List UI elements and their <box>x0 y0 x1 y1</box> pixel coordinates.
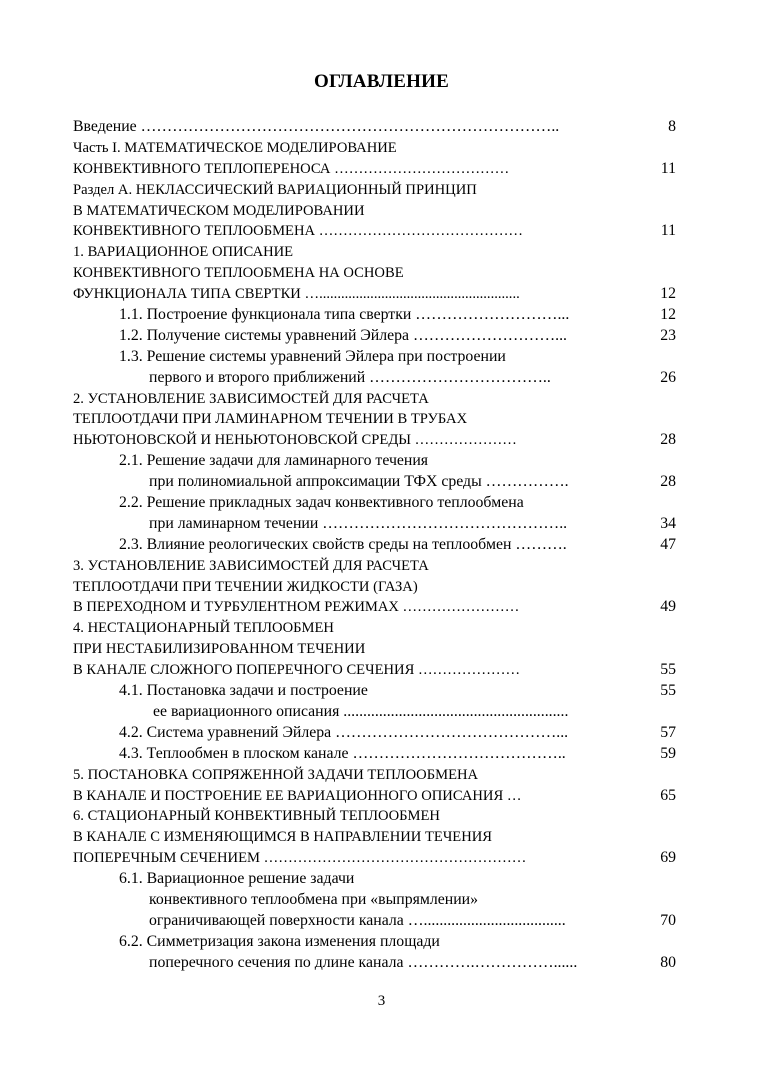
toc-entry-text: ее вариационного описания ......................................................... <box>153 702 569 720</box>
toc-entry-text: 4.2. Система уравнений Эйлера ……………………………………... <box>119 723 569 741</box>
toc-entry <box>73 451 683 472</box>
toc-entry <box>73 138 683 159</box>
toc-entry-page: 59 <box>660 744 676 762</box>
toc-entry-page: 69 <box>660 849 676 867</box>
toc-entry <box>73 201 683 222</box>
toc-entry-page: 55 <box>660 682 676 700</box>
toc-entry-text: 2.2. Решение прикладных задач конвективного теплообмена <box>119 494 524 512</box>
toc-entry-text: 4. НЕСТАЦИОНАРНЫЙ ТЕПЛООБМЕН <box>73 620 334 637</box>
toc-entry-page: 55 <box>660 661 676 679</box>
toc-entry-text: первого и второго приближений …………………………….. <box>149 368 551 386</box>
toc-entry-text: Раздел А. НЕКЛАССИЧЕСКИЙ ВАРИАЦИОННЫЙ ПРИНЦИП <box>73 181 477 198</box>
toc-entry-text: КОНВЕКТИВНОГО ТЕПЛОПЕРЕНОСА ……………………………… <box>73 160 510 177</box>
toc-entry-text: ПОПЕРЕЧНЫМ СЕЧЕНИЕМ ……………………………………………… <box>73 850 527 867</box>
toc-entry-text: В МАТЕМАТИЧЕСКОМ МОДЕЛИРОВАНИИ <box>73 202 365 219</box>
toc-entry <box>73 305 683 326</box>
toc-entry <box>73 242 683 263</box>
toc-entry <box>73 681 683 702</box>
toc-entry <box>73 221 683 242</box>
toc-entry <box>73 911 683 932</box>
toc-entry-text: 1.3. Решение системы уравнений Эйлера при построении <box>119 347 506 365</box>
toc-entry <box>73 159 683 180</box>
toc-entry-text: ПРИ НЕСТАБИЛИЗИРОВАННОМ ТЕЧЕНИИ <box>73 641 366 658</box>
toc-entry-page: 12 <box>660 285 676 303</box>
toc-entry-text: 1.2. Получение системы уравнений Эйлера ………………………... <box>119 326 567 344</box>
toc-entry <box>73 639 683 660</box>
toc-entry <box>73 890 683 911</box>
toc-entry-page: 70 <box>660 911 676 929</box>
toc-entry <box>73 786 683 807</box>
toc-entry <box>73 409 683 430</box>
toc-entry-text: конвективного теплообмена при «выпрямлении» <box>149 890 479 908</box>
toc-entry-text: 6. СТАЦИОНАРНЫЙ КОНВЕКТИВНЫЙ ТЕПЛООБМЕН <box>73 808 440 825</box>
toc-entry-text: КОНВЕКТИВНОГО ТЕПЛООБМЕНА НА ОСНОВЕ <box>73 265 404 282</box>
toc-entry <box>73 744 683 765</box>
toc-entry <box>73 368 683 389</box>
toc-entry-page: 11 <box>660 222 676 240</box>
toc-entry-text: 2.1. Решение задачи для ламинарного течения <box>119 452 429 470</box>
toc-entry <box>73 284 683 305</box>
toc-entry-text: В ПЕРЕХОДНОМ И ТУРБУЛЕНТНОМ РЕЖИМАХ …………………… <box>73 599 520 616</box>
toc-entry-page: 34 <box>660 514 676 532</box>
toc-entry-text: В КАНАЛЕ И ПОСТРОЕНИЕ ЕЕ ВАРИАЦИОННОГО ОПИСАНИЯ … <box>73 787 522 804</box>
toc-entry-text: ТЕПЛООТДАЧИ ПРИ ТЕЧЕНИИ ЖИДКОСТИ (ГАЗА) <box>73 578 418 595</box>
toc-entry-page: 11 <box>660 159 676 177</box>
toc-entry-text: Введение …………………………………………………………………….. <box>73 118 560 135</box>
toc-entry <box>73 660 683 681</box>
toc-entry-text: ФУНКЦИОНАЛА ТИПА СВЕРТКИ …....................................................... <box>73 286 520 303</box>
toc-entry-text: 3. УСТАНОВЛЕНИЕ ЗАВИСИМОСТЕЙ ДЛЯ РАСЧЕТА <box>73 557 429 574</box>
toc-entry <box>73 556 683 577</box>
page-number: 3 <box>377 993 386 1009</box>
toc-entry-page: 28 <box>660 473 676 491</box>
page-title: ОГЛАВЛЕНИЕ <box>314 71 449 92</box>
toc-entry <box>73 493 683 514</box>
toc-entry-page: 65 <box>660 786 676 804</box>
toc-entry <box>73 389 683 410</box>
toc-entry <box>73 618 683 639</box>
toc-entry <box>73 514 683 535</box>
toc-entry-page: 8 <box>668 118 676 135</box>
toc-entry <box>73 723 683 744</box>
toc-entry-page: 28 <box>660 431 676 449</box>
toc-entry-text: 2.3. Влияние реологических свойств среды на теплообмен ………. <box>119 535 567 553</box>
toc-entry-text: Часть I. МАТЕМАТИЧЕСКОЕ МОДЕЛИРОВАНИЕ <box>73 139 397 156</box>
toc-entry-text: 1.1. Построение функционала типа свертки ………………………... <box>119 306 570 324</box>
toc-entry-page: 23 <box>660 326 676 344</box>
toc-entry <box>73 472 683 493</box>
toc-entry <box>73 848 683 869</box>
toc-entry-text: 4.1. Постановка задачи и построение <box>119 682 368 700</box>
toc-entry <box>73 702 683 723</box>
toc-entry-text: ограничивающей поверхности канала ….................................... <box>149 911 566 929</box>
toc-entry <box>73 577 683 598</box>
toc-entry <box>73 535 683 556</box>
toc-entry <box>73 597 683 618</box>
toc-entry-page: 47 <box>660 535 676 553</box>
toc-entry <box>73 806 683 827</box>
table-of-contents <box>73 117 683 974</box>
toc-entry-text: 1. ВАРИАЦИОННОЕ ОПИСАНИЕ <box>73 244 294 261</box>
toc-entry-text: 6.2. Симметризация закона изменения площади <box>119 932 440 950</box>
toc-entry-text: В КАНАЛЕ СЛОЖНОГО ПОПЕРЕЧНОГО СЕЧЕНИЯ ………………… <box>73 662 521 679</box>
toc-entry <box>73 326 683 347</box>
toc-entry <box>73 869 683 890</box>
toc-entry-text: 2. УСТАНОВЛЕНИЕ ЗАВИСИМОСТЕЙ ДЛЯ РАСЧЕТА <box>73 390 429 407</box>
toc-entry <box>73 953 683 974</box>
toc-entry-page: 12 <box>660 306 676 324</box>
toc-entry <box>73 827 683 848</box>
toc-entry-page: 49 <box>660 598 676 616</box>
toc-entry-page: 26 <box>660 368 676 386</box>
toc-entry-text: В КАНАЛЕ С ИЗМЕНЯЮЩИМСЯ В НАПРАВЛЕНИИ ТЕЧЕНИЯ <box>73 829 493 846</box>
toc-entry-text: при ламинарном течении ……………………………………….. <box>149 514 568 532</box>
toc-entry <box>73 430 683 451</box>
toc-entry-text: НЬЮТОНОВСКОЙ И НЕНЬЮТОНОВСКОЙ СРЕДЫ ………………… <box>73 432 517 449</box>
toc-entry-text: 5. ПОСТАНОВКА СОПРЯЖЕННОЙ ЗАДАЧИ ТЕПЛООБМЕНА <box>73 766 479 783</box>
toc-entry-text: ТЕПЛООТДАЧИ ПРИ ЛАМИНАРНОМ ТЕЧЕНИИ В ТРУБАХ <box>73 411 468 428</box>
toc-entry <box>73 932 683 953</box>
toc-entry <box>73 347 683 368</box>
toc-entry-text: при полиномиальной аппроксимации ТФХ среды ……………. <box>149 473 569 491</box>
toc-entry <box>73 117 683 138</box>
toc-entry-text: 4.3. Теплообмен в плоском канале ………………………………….. <box>119 744 566 762</box>
toc-entry-text: КОНВЕКТИВНОГО ТЕПЛООБМЕНА …………………………………… <box>73 223 524 240</box>
toc-entry <box>73 765 683 786</box>
toc-entry <box>73 263 683 284</box>
toc-entry-page: 57 <box>660 723 676 741</box>
toc-entry-text: 6.1. Вариационное решение задачи <box>119 870 355 888</box>
toc-entry-page: 80 <box>660 953 676 971</box>
toc-entry-text: поперечного сечения по длине канала ………….……………...... <box>149 953 578 971</box>
toc-entry <box>73 180 683 201</box>
